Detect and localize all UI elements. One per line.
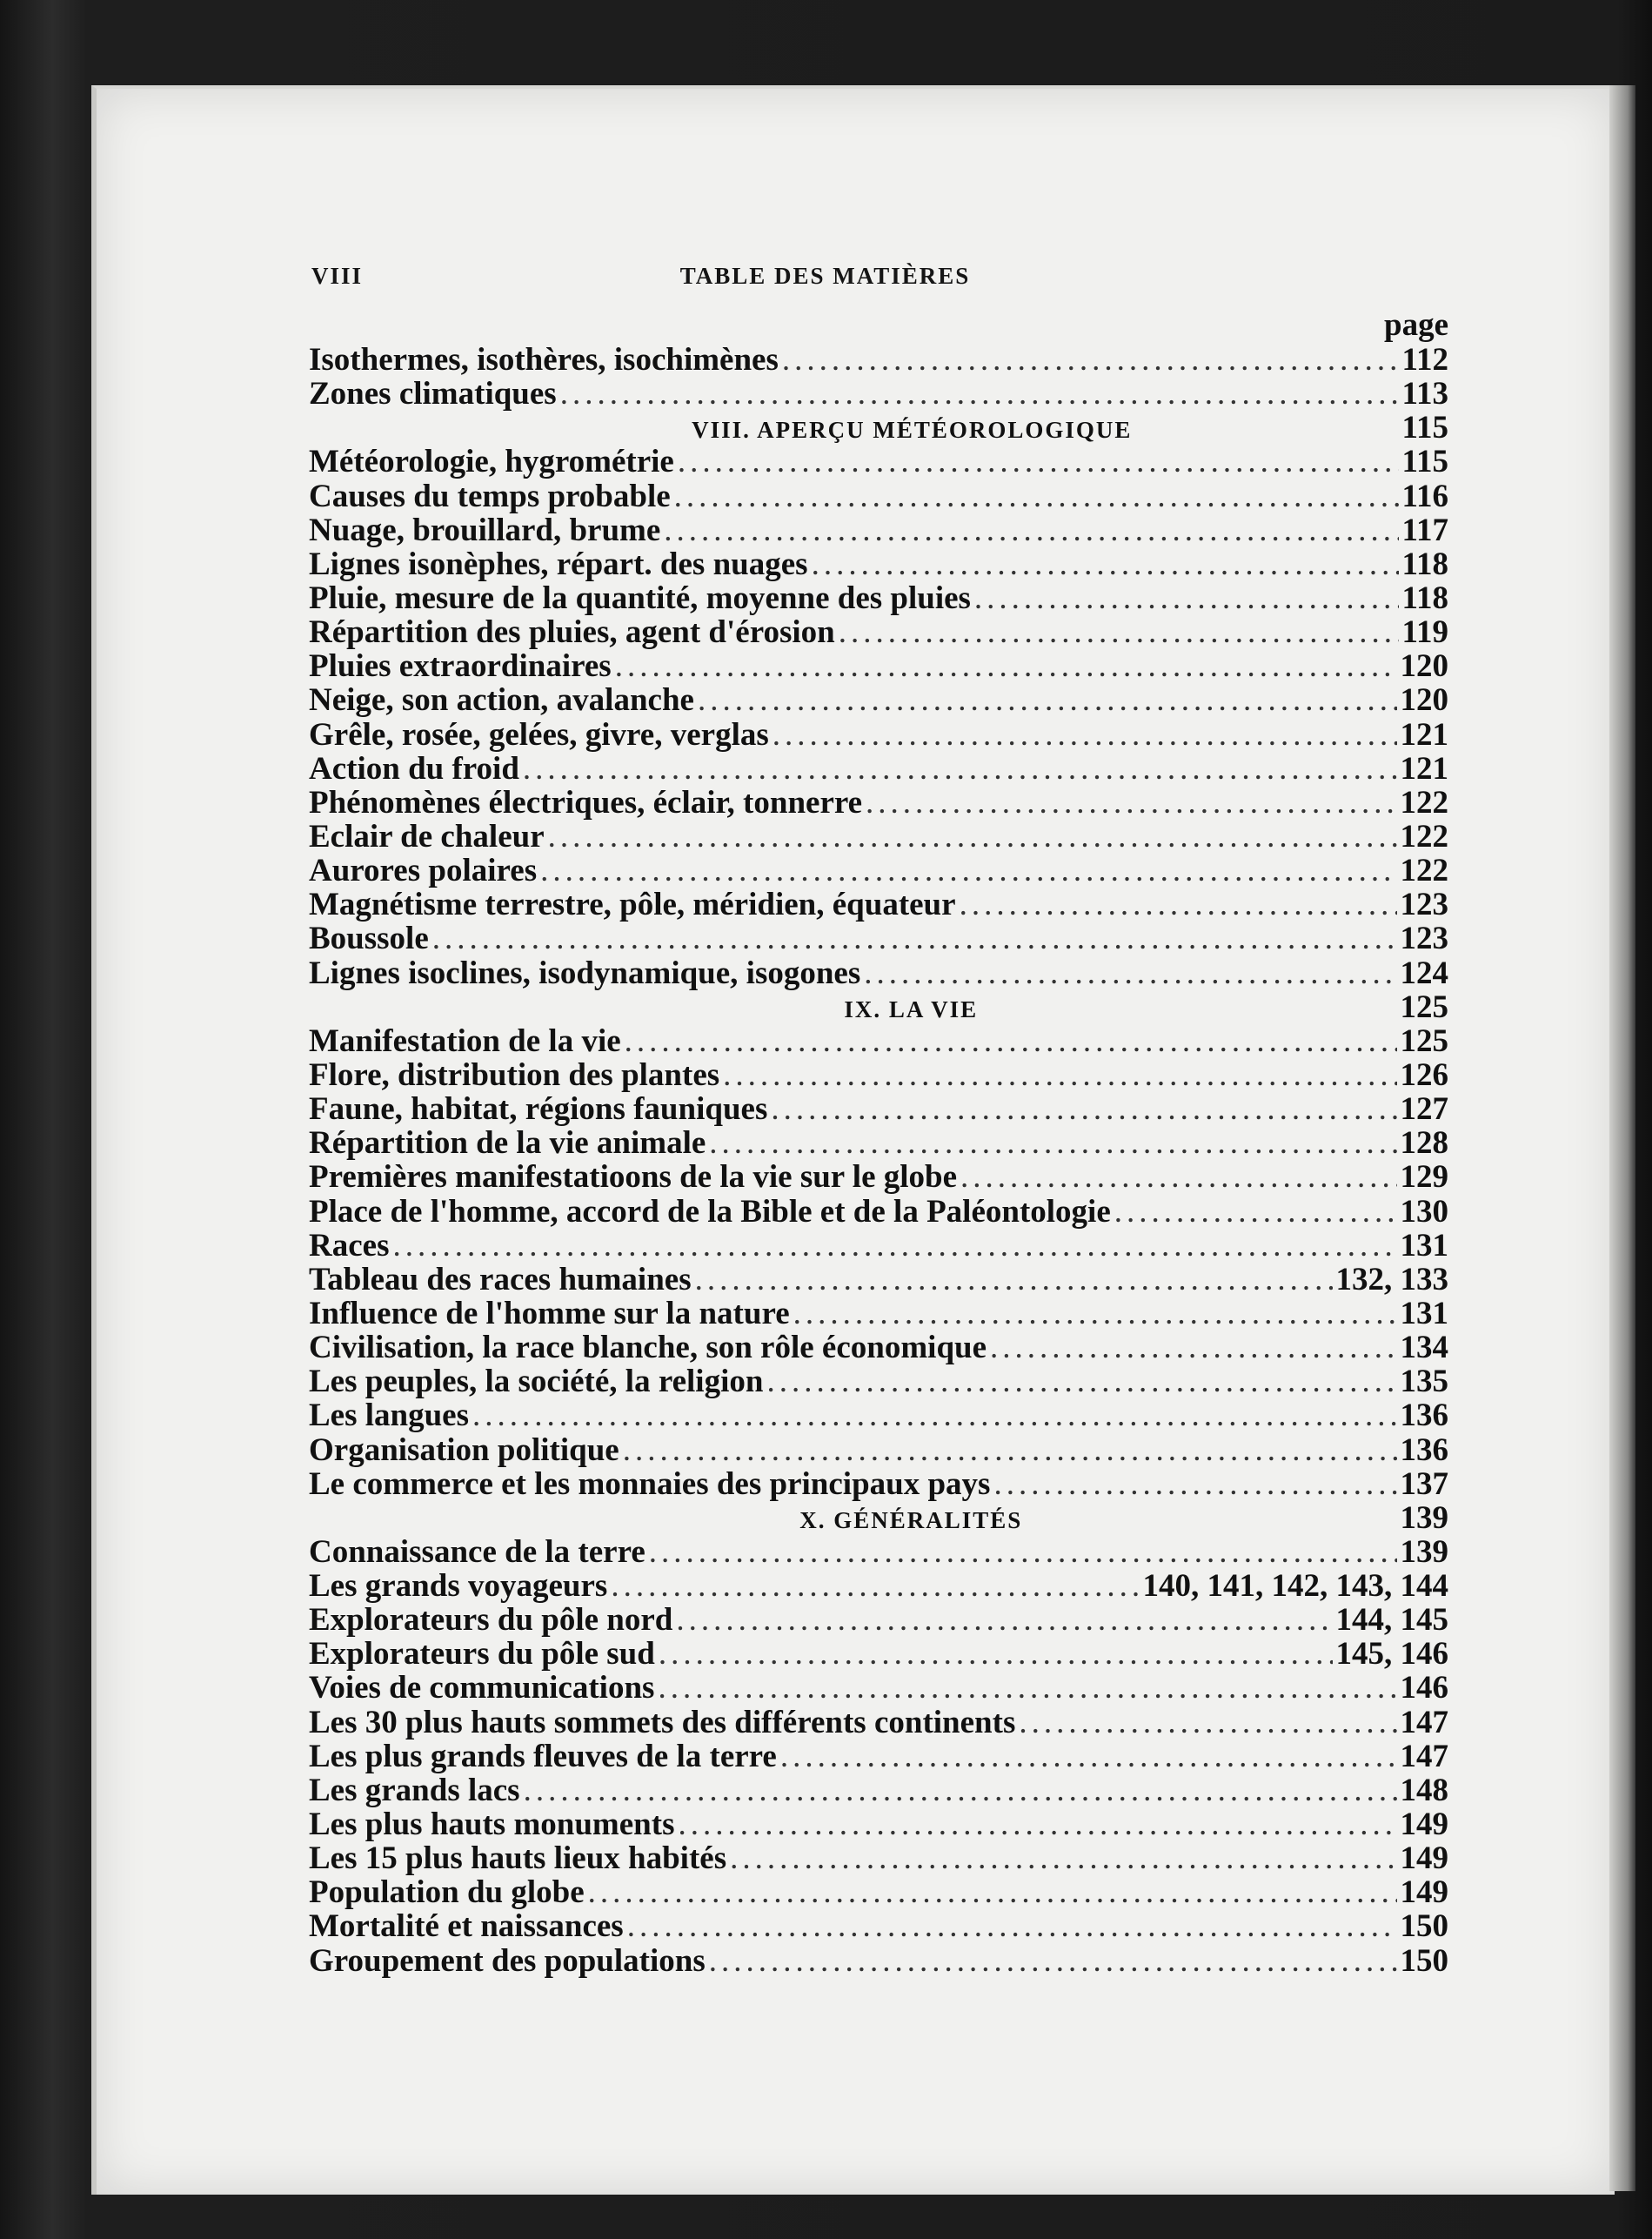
entry-label: Races: [309, 1227, 390, 1264]
toc-entry: [309, 1364, 1448, 1398]
dot-leader: [730, 1841, 1396, 1875]
entry-label: Flore, distribution des plantes: [309, 1056, 720, 1093]
entry-label: Voies de communications: [309, 1670, 655, 1706]
entry-label: Isothermes, isothères, isochimènes: [309, 342, 779, 378]
entry-page-number: 130: [1400, 1193, 1448, 1230]
toc-entry: [309, 786, 1448, 820]
dot-leader: [771, 1092, 1396, 1126]
entry-label: Explorateurs du pôle sud: [309, 1636, 655, 1673]
toc-entry: [309, 683, 1448, 717]
dot-leader: [864, 956, 1396, 990]
dot-leader: [839, 615, 1399, 649]
entry-page-number: 121: [1400, 716, 1448, 753]
entry-label: Influence de l'homme sur la nature: [309, 1295, 790, 1331]
entry-label: Aurores polaires: [309, 853, 538, 889]
entry-label: Causes du temps probable: [309, 478, 671, 514]
entry-page-number: 149: [1400, 1874, 1448, 1911]
toc-entry: [309, 479, 1448, 513]
entry-page-number: 123: [1400, 921, 1448, 957]
entry-page-number: 112: [1401, 342, 1448, 378]
running-head: [311, 263, 1339, 298]
entry-page-number: 113: [1401, 376, 1448, 412]
entry-page-number: 145, 146: [1335, 1636, 1448, 1673]
dot-leader: [990, 1331, 1396, 1364]
entry-page-number: 115: [1401, 444, 1448, 480]
dot-leader: [695, 1263, 1333, 1297]
entry-page-number: 149: [1400, 1840, 1448, 1877]
entry-label: Lignes isonèphes, répart. des nuages: [309, 546, 808, 582]
dot-leader: [709, 1126, 1396, 1160]
entry-label: Population du globe: [309, 1874, 585, 1911]
entry-page-number: 123: [1400, 887, 1448, 923]
dot-leader: [432, 922, 1397, 955]
toc-entry: [309, 1569, 1448, 1603]
entry-page-number: 122: [1400, 784, 1448, 821]
toc-entry: [309, 1875, 1448, 1909]
toc-entry: [309, 1671, 1448, 1705]
entry-page-number: 117: [1401, 512, 1448, 548]
dot-leader: [658, 1671, 1396, 1705]
dot-leader: [625, 1024, 1397, 1058]
dot-leader: [623, 1433, 1397, 1467]
toc-entry: [309, 1740, 1448, 1773]
toc-entry: [309, 888, 1448, 922]
dot-leader: [540, 854, 1396, 888]
dot-leader: [523, 752, 1397, 786]
section-page-number: 115: [1401, 410, 1448, 446]
section-page-number: 125: [1400, 989, 1448, 1025]
toc-entry: [309, 956, 1448, 990]
entry-page-number: 119: [1401, 614, 1448, 651]
entry-page-number: 131: [1400, 1295, 1448, 1331]
toc-entry: [309, 1944, 1448, 1978]
entry-page-number: 150: [1400, 1942, 1448, 1979]
entry-label: Les grands lacs: [309, 1772, 520, 1808]
toc-entry: [309, 1297, 1448, 1331]
entry-page-number: 122: [1400, 818, 1448, 855]
toc-entry: [309, 1263, 1448, 1297]
dot-leader: [709, 1944, 1397, 1978]
entry-label: Manifestation de la vie: [309, 1022, 621, 1059]
entry-label: Grêle, rosée, gelées, givre, verglas: [309, 716, 769, 753]
toc-entry: [309, 1467, 1448, 1501]
entry-page-number: 131: [1400, 1227, 1448, 1264]
section-title: IX. LA VIE: [844, 995, 979, 1022]
toc-entry: [309, 1433, 1448, 1467]
entry-label: Premières manifestatioons de la vie sur le globe: [309, 1159, 958, 1196]
dot-leader: [676, 1603, 1332, 1637]
entry-label: Nuage, brouillard, brume: [309, 512, 661, 548]
entry-label: Tableau des races humaines: [309, 1261, 692, 1297]
dot-leader: [993, 1467, 1396, 1501]
toc-entry: [309, 649, 1448, 683]
entry-page-number: 132, 133: [1335, 1261, 1448, 1297]
entry-page-number: 140, 141, 142, 143, 144: [1142, 1568, 1448, 1605]
entry-page-number: 146: [1400, 1670, 1448, 1706]
entry-label: Les grands voyageurs: [309, 1568, 608, 1605]
entry-label: Organisation politique: [309, 1431, 619, 1468]
entry-label: Place de l'homme, accord de la Bible et de la Paléontologie: [309, 1193, 1111, 1230]
entry-page-number: 120: [1400, 682, 1448, 719]
entry-page-number: 136: [1400, 1431, 1448, 1468]
entry-label: Explorateurs du pôle nord: [309, 1602, 673, 1639]
toc-entry: [309, 1706, 1448, 1740]
entry-label: Faune, habitat, régions fauniques: [309, 1091, 768, 1128]
entry-label: Les langues: [309, 1398, 470, 1434]
entry-label: Les 15 plus hauts lieux habités: [309, 1840, 727, 1877]
toc-entry: [309, 718, 1448, 752]
toc-entry: [309, 1398, 1448, 1432]
entry-page-number: 118: [1401, 580, 1448, 616]
entry-label: Pluies extraordinaires: [309, 648, 612, 685]
toc-entry: [309, 1126, 1448, 1160]
dot-leader: [674, 479, 1399, 513]
entry-label: Pluie, mesure de la quantité, moyenne des pluies: [309, 580, 971, 616]
entry-label: Phénomènes électriques, éclair, tonnerre: [309, 784, 863, 821]
toc-entry: [309, 1909, 1448, 1943]
dot-leader: [392, 1229, 1396, 1263]
entry-label: Météorologie, hygrométrie: [309, 444, 674, 480]
entry-label: Les plus grands fleuves de la terre: [309, 1738, 777, 1774]
entry-page-number: 125: [1400, 1022, 1448, 1059]
entry-page-number: 128: [1400, 1125, 1448, 1162]
entry-label: Eclair de chaleur: [309, 818, 545, 855]
toc-entry: [309, 1603, 1448, 1637]
dot-leader: [649, 1535, 1397, 1569]
entry-label: Zones climatiques: [309, 376, 557, 412]
entry-page-number: 149: [1400, 1807, 1448, 1843]
entry-label: Répartition de la vie animale: [309, 1125, 706, 1162]
toc-entry: [309, 1773, 1448, 1807]
page-column-label: page: [1384, 307, 1448, 343]
dot-leader: [524, 1773, 1397, 1807]
entry-label: Neige, son action, avalanche: [309, 682, 694, 719]
section-title: X. GÉNÉRALITÉS: [799, 1506, 1023, 1533]
toc-entry: [309, 1160, 1448, 1194]
toc-entry: [309, 513, 1448, 547]
dot-leader: [1114, 1195, 1397, 1229]
dot-leader: [698, 683, 1397, 717]
entry-page-number: 134: [1400, 1330, 1448, 1366]
toc-entry: [309, 752, 1448, 786]
dot-leader: [659, 1637, 1333, 1671]
dot-leader: [812, 547, 1399, 581]
entry-label: Répartition des pluies, agent d'érosion: [309, 614, 835, 651]
entry-label: Civilisation, la race blanche, son rôle économique: [309, 1330, 987, 1366]
entry-page-number: 144, 145: [1335, 1602, 1448, 1639]
page-edge: [1609, 85, 1635, 2191]
entry-page-number: 150: [1400, 1908, 1448, 1945]
toc-entry: [309, 820, 1448, 854]
entry-page-number: 116: [1401, 478, 1448, 514]
dot-leader: [627, 1909, 1397, 1943]
section-title: VIII. APERÇU MÉTÉOROLOGIQUE: [692, 417, 1133, 444]
toc-section-heading: [309, 411, 1448, 445]
entry-page-number: 127: [1400, 1091, 1448, 1128]
dot-leader: [560, 377, 1399, 411]
toc-entry: [309, 1024, 1448, 1058]
entry-page-number: 121: [1400, 750, 1448, 787]
table-of-contents: [309, 308, 1448, 1978]
entry-label: Les peuples, la société, la religion: [309, 1364, 764, 1400]
toc-entry: [309, 1331, 1448, 1364]
entry-label: Le commerce et les monnaies des principaux pays: [309, 1465, 991, 1502]
entry-page-number: 126: [1400, 1056, 1448, 1093]
toc-entry: [309, 547, 1448, 581]
toc-entry: [309, 1092, 1448, 1126]
entry-label: Connaissance de la terre: [309, 1533, 645, 1570]
entry-label: Mortalité et naissances: [309, 1908, 624, 1945]
entry-page-number: 148: [1400, 1772, 1448, 1808]
entry-label: Lignes isoclines, isodynamique, isogones: [309, 955, 861, 991]
dot-leader: [664, 513, 1398, 547]
entry-label: Les 30 plus hauts sommets des différents continents: [309, 1704, 1016, 1740]
toc-entry: [309, 581, 1448, 615]
section-page-number: 139: [1400, 1499, 1448, 1536]
toc-entry: [309, 377, 1448, 411]
toc-entry: [309, 1229, 1448, 1263]
entry-page-number: 118: [1401, 546, 1448, 582]
toc-section-heading: [309, 1501, 1448, 1535]
toc-entry: [309, 1637, 1448, 1671]
entry-page-number: 137: [1400, 1465, 1448, 1502]
toc-entry: [309, 343, 1448, 377]
entry-label: Magnétisme terrestre, pôle, méridien, équateur: [309, 887, 956, 923]
toc-entry: [309, 854, 1448, 888]
entry-page-number: 136: [1400, 1398, 1448, 1434]
toc-entry: [309, 1841, 1448, 1875]
dot-leader: [548, 820, 1397, 854]
page-title: TABLE DES MATIÈRES: [679, 263, 971, 289]
entry-label: Les plus hauts monuments: [309, 1807, 675, 1843]
entry-page-number: 122: [1400, 853, 1448, 889]
toc-entry: [309, 1807, 1448, 1841]
dot-leader: [472, 1398, 1396, 1432]
dot-leader: [793, 1297, 1397, 1331]
dot-leader: [678, 445, 1399, 479]
dot-leader: [782, 343, 1399, 377]
dot-leader: [611, 1569, 1139, 1603]
toc-entry: [309, 1195, 1448, 1229]
entry-page-number: 147: [1400, 1738, 1448, 1774]
entry-page-number: 129: [1400, 1159, 1448, 1196]
entry-label: Groupement des populations: [309, 1942, 706, 1979]
toc-entry: [309, 1535, 1448, 1569]
dot-leader: [588, 1875, 1397, 1909]
entry-page-number: 147: [1400, 1704, 1448, 1740]
dot-leader: [766, 1364, 1396, 1398]
dot-leader: [615, 649, 1397, 683]
page-number: VIII: [311, 263, 364, 289]
dot-leader: [772, 718, 1397, 752]
toc-entry: [309, 1058, 1448, 1092]
dot-leader: [960, 888, 1397, 922]
entry-page-number: 124: [1400, 955, 1448, 991]
dot-leader: [974, 581, 1399, 615]
entry-page-number: 120: [1400, 648, 1448, 685]
dot-leader: [1019, 1706, 1396, 1740]
toc-entry: [309, 445, 1448, 479]
dot-leader: [960, 1160, 1396, 1194]
entry-page-number: 135: [1400, 1364, 1448, 1400]
dot-leader: [723, 1058, 1396, 1092]
toc-entry: [309, 615, 1448, 649]
entry-label: Boussole: [309, 921, 429, 957]
dot-leader: [780, 1740, 1397, 1773]
dot-leader: [678, 1807, 1396, 1841]
entry-page-number: 139: [1400, 1533, 1448, 1570]
entry-label: Action du froid: [309, 750, 519, 787]
dot-leader: [866, 786, 1396, 820]
toc-section-heading: [309, 990, 1448, 1024]
toc-entry: [309, 922, 1448, 955]
